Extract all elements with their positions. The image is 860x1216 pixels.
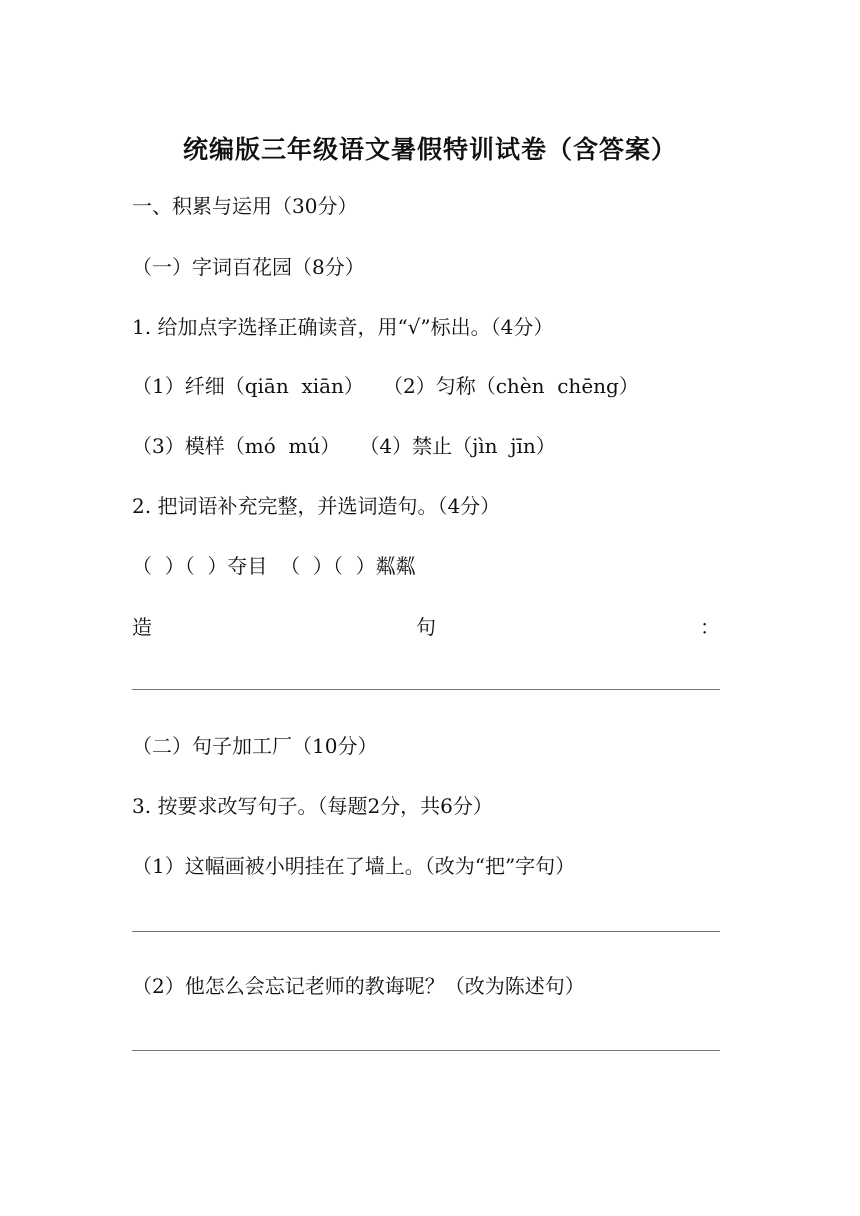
- question-2-blanks: （ ）（ ）夺目 （ ）（ ）粼粼: [132, 554, 416, 578]
- question-1-row-1: （1）纤细（qiān xiān） （2）匀称（chèn chēng）: [132, 374, 639, 398]
- question-1-row-2: （3）模样（mó mú） （4）禁止（jìn jīn）: [132, 434, 556, 458]
- sentence-label-char: ：: [700, 615, 720, 639]
- page-title: 统编版三年级语文暑假特训试卷（含答案）: [182, 135, 677, 164]
- sentence-label-row: [132, 611, 720, 640]
- part-heading: （一）字词百花园（8分）: [132, 255, 365, 279]
- section-heading: 一、积累与运用（30分）: [132, 194, 358, 218]
- question-3: 3. 按要求改写句子。（每题2分，共6分）: [132, 794, 493, 818]
- answer-line[interactable]: [132, 689, 720, 690]
- question-3-1: （1）这幅画被小明挂在了墙上。（改为“把”字句）: [132, 854, 576, 878]
- part-heading: （二）句子加工厂（10分）: [132, 734, 378, 758]
- sentence-label-char: 造: [132, 615, 152, 639]
- question-1: 1. 给加点字选择正确读音，用“√”标出。（4分）: [132, 315, 554, 339]
- answer-line[interactable]: [132, 1050, 720, 1051]
- sentence-label-char: 句: [416, 615, 436, 639]
- question-3-2: （2）他怎么会忘记老师的教诲呢？（改为陈述句）: [132, 974, 585, 998]
- answer-line[interactable]: [132, 931, 720, 932]
- question-2: 2. 把词语补充完整，并选词造句。（4分）: [132, 494, 501, 518]
